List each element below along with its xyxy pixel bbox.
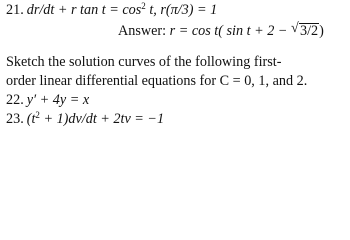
square-root (291, 23, 319, 39)
instructions-line-2: order linear differential equations for C = 0, 1, and 2. (6, 73, 308, 89)
answer-label: Answer: (118, 23, 170, 39)
problem-23-equation-end: + 1)dv/dt + 2tv = −1 (39, 111, 165, 127)
problem-21-equation-end: t, r(π/3) = 1 (145, 2, 218, 18)
problem-23 (6, 112, 164, 126)
problem-22-number: 22. (6, 92, 24, 108)
problem-23-number: 23. (6, 111, 24, 127)
problem-22-equation: y′ + 4y = x (26, 92, 90, 108)
problem-23-equation-start: (t (26, 111, 36, 127)
problem-22 (6, 93, 89, 107)
answer-expression-end: ) (319, 23, 324, 39)
radical-sign-icon: √ (290, 21, 299, 36)
problem-23-exponent: 2 (35, 110, 40, 120)
instructions-line-1: Sketch the solution curves of the following first- (6, 54, 282, 70)
problem-21-exponent: 2 (141, 1, 146, 11)
problem-21-number: 21. (6, 2, 24, 18)
problem-21 (6, 3, 217, 17)
answer-expression-start: r = cos t( sin t + 2 − (169, 23, 291, 39)
problem-21-answer (118, 23, 324, 39)
problem-21-equation-start: dr/dt + r tan t = cos (26, 2, 142, 18)
radicand: 3/2 (299, 23, 319, 39)
